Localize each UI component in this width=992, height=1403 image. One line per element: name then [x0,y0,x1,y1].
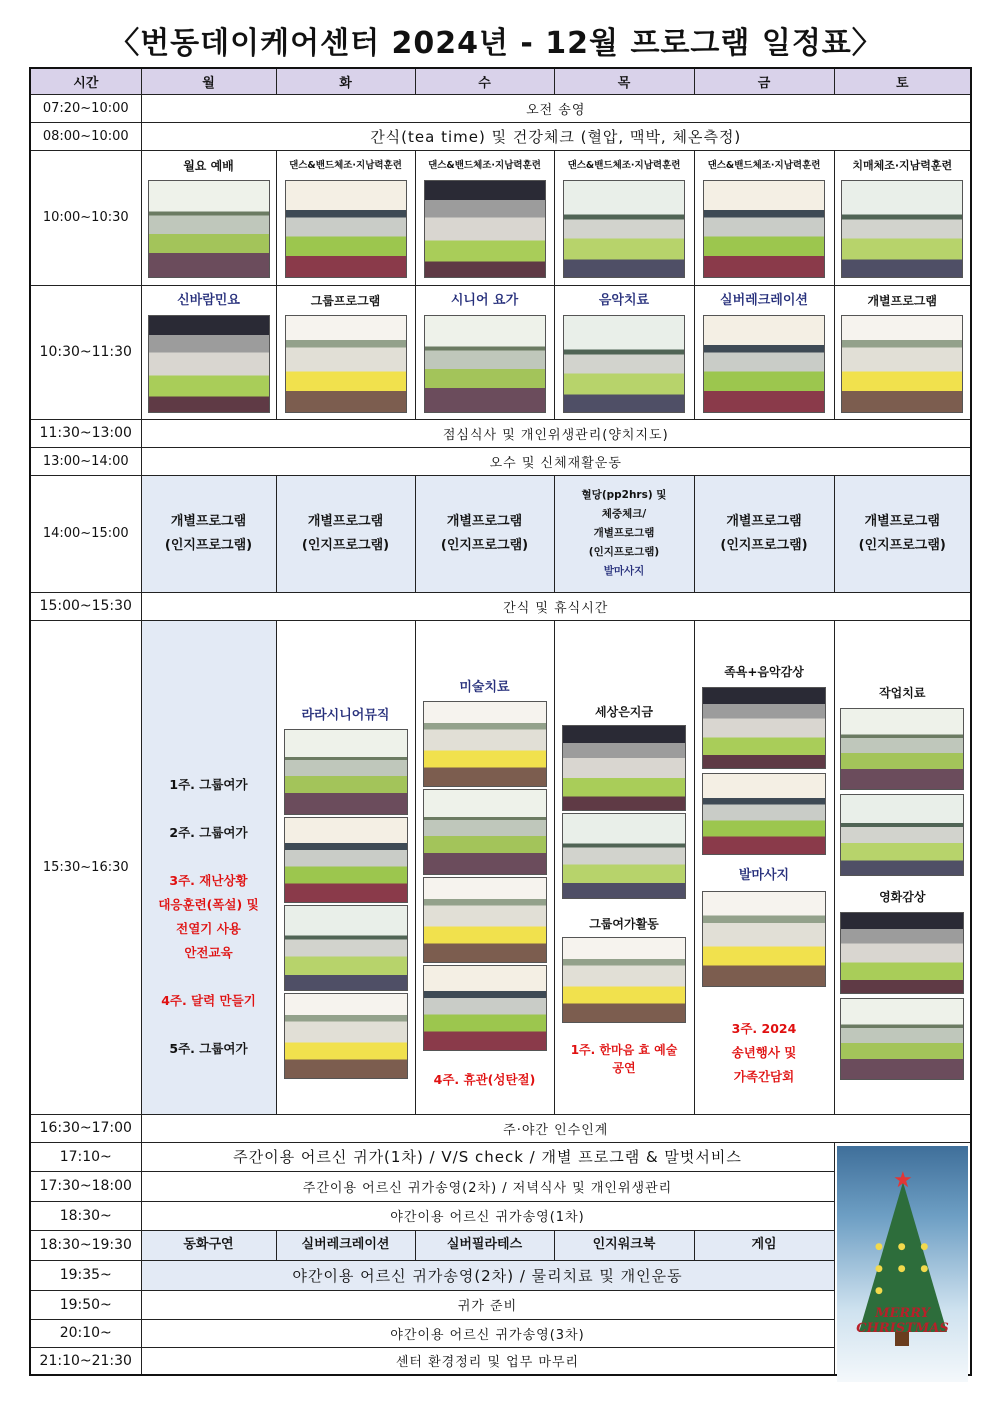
time-cell: 18:30~ [30,1201,141,1230]
program-cell-thu [554,620,694,1114]
activity-span: 주간이용 어르신 귀가송영(2차) / 저녁식사 및 개인위생관리 [141,1171,834,1201]
header-tue: 화 [276,68,415,94]
program-note-line: 가족간담회 [733,1069,795,1084]
program-note-line: 3주. 2024 [731,1021,797,1036]
header-mon: 월 [141,68,276,94]
program-cell [276,150,415,285]
time-cell: 21:10~21:30 [30,1347,141,1375]
program-cell [694,150,834,285]
ornament-icon: ● ● ● ● ● ● ● [875,1242,935,1296]
activity-span: 주간이용 어르신 귀가(1차) / V/S check / 개별 프로그램 & 말벗서비스 [141,1142,834,1171]
program-caption: 미술치료 [459,680,510,695]
program-caption: 그룹프로그램 [310,293,381,308]
program-line: 개별프로그램 [726,513,802,529]
program-photo [840,794,964,876]
activity-span: 야간이용 어르신 귀가송영(3차) [141,1319,834,1347]
program-cell [554,285,694,419]
program-cell [141,150,276,285]
program-cell [141,285,276,419]
program-line: 대응훈련(폭설) 및 [158,897,259,912]
program-cell-fri [694,620,834,1114]
program-line: 개별프로그램 [170,513,247,529]
program-caption: 영화감상 [879,890,926,904]
header-thu: 목 [554,68,694,94]
program-photo [284,729,408,815]
program-photo [562,813,686,899]
time-cell: 11:30~13:00 [30,419,141,447]
program-photo [840,708,964,790]
program-cell [415,285,554,419]
program-line: 3주. 재난상황 [169,873,248,888]
header-time: 시간 [30,68,141,94]
time-cell: 20:10~ [30,1319,141,1347]
program-line: (인지프로그램) [858,537,946,553]
program-caption: 신바람민요 [177,292,240,308]
time-cell: 07:20~10:00 [30,94,141,122]
program-photo [841,315,963,413]
program-photo [562,725,686,811]
program-cell [554,150,694,285]
program-photo [841,180,963,278]
program-cell [694,285,834,419]
program-photo [840,912,964,994]
time-cell: 10:30~11:30 [30,285,141,419]
program-line: (인지프로그램) [301,537,390,553]
program-photo [563,180,685,278]
program-photo [423,877,547,963]
activity-span: 간식 및 휴식시간 [141,592,971,620]
program-note [555,1041,694,1077]
time-cell: 13:00~14:00 [30,447,141,475]
program-caption: 세상은지금 [595,705,653,719]
program-caption: 실버레크레이션 [720,292,808,308]
program-caption: 월요 예배 [183,159,234,173]
program-cell [415,150,554,285]
program-note-line: 1주. 한마음 효 예술 [570,1043,678,1057]
program-cell-tue [276,620,415,1114]
time-cell: 19:50~ [30,1290,141,1319]
activity-span: 오수 및 신체재활운동 [141,447,971,475]
program-caption: 발마사지 [738,868,790,883]
christmas-image [837,1146,968,1382]
time-cell: 08:00~10:00 [30,122,141,150]
activity-span: 야간이용 어르신 귀가송영(1차) [141,1201,834,1230]
program-photo [702,773,826,855]
program-cell-wed [415,620,554,1114]
program-line: 1주. 그룹여가 [169,777,248,792]
time-cell: 14:00~15:00 [30,475,141,592]
program-cell [834,150,971,285]
program-caption: 족욕+음악감상 [724,665,804,679]
program-cell [415,475,554,592]
program-line: 체중체크/ [601,508,647,520]
program-photo [423,789,547,875]
program-cell [694,475,834,592]
activity-span: 오전 송영 [141,94,971,122]
time-cell: 15:30~16:30 [30,620,141,1114]
program-note-line: 공연 [612,1061,636,1075]
program-photo [285,315,407,413]
activity-span: 귀가 준비 [141,1290,834,1319]
program-caption: 시니어 요가 [450,292,519,308]
program-line: 5주. 그룹여가 [169,1041,248,1056]
program-line: 안전교육 [184,945,233,960]
program-photo [703,315,825,413]
program-line: 혈당(pp2hrs) 및 [581,489,667,501]
time-cell: 17:10~ [30,1142,141,1171]
evening-item: 게임 [694,1230,834,1260]
program-cell [834,475,971,592]
program-photo [840,998,964,1080]
star-icon: ★ [893,1168,913,1193]
program-caption: 댄스&밴드체조·지남력훈련 [428,160,541,171]
merry-christmas-text: MERRY CHRISTMAS [856,1306,949,1336]
evening-item: 동화구연 [141,1230,276,1260]
activity-span: 간식(tea time) 및 건강체크 (혈압, 맥박, 체온측정) [141,122,971,150]
header-fri: 금 [694,68,834,94]
program-photo [284,993,408,1079]
program-note [695,1017,834,1089]
time-cell: 16:30~17:00 [30,1114,141,1142]
program-photo [424,180,546,278]
program-line: 4주. 달력 만들기 [161,993,256,1008]
program-line: 2주. 그룹여가 [169,825,248,840]
program-photo [423,965,547,1051]
time-cell: 10:00~10:30 [30,150,141,285]
evening-item: 실버필라테스 [415,1230,554,1260]
page-title: 〈번동데이케어센터 2024년 - 12월 프로그램 일정표〉 [109,26,883,61]
program-caption: 라라시니어뮤직 [301,708,390,723]
header-wed: 수 [415,68,554,94]
program-cell-sat [834,620,971,1114]
program-cell [276,475,415,592]
program-line: (인지프로그램) [720,537,808,553]
header-sat: 토 [834,68,971,94]
program-photo [285,180,407,278]
program-photo [562,937,686,1023]
program-caption: 개별프로그램 [867,293,938,308]
time-cell: 19:35~ [30,1260,141,1290]
evening-item: 인지워크북 [554,1230,694,1260]
program-caption: 댄스&밴드체조·지남력훈련 [567,160,681,171]
program-line: (인지프로그램) [440,537,529,553]
program-photo [424,315,546,413]
program-cell [276,285,415,419]
program-cell [834,285,971,419]
program-photo [563,315,685,413]
program-cell [554,475,694,592]
program-caption: 작업치료 [879,686,926,700]
program-caption: 음악치료 [598,292,650,308]
schedule-table [29,67,972,1376]
program-photo [423,701,547,787]
program-caption: 그룹여가활동 [589,917,659,931]
activity-span: 야간이용 어르신 귀가송영(2차) / 물리치료 및 개인운동 [141,1260,834,1290]
program-line: 전열기 사용 [176,921,241,936]
program-caption: 댄스&밴드체조·지남력훈련 [707,160,821,171]
activity-span: 점심식사 및 개인위생관리(양치지도) [141,419,971,447]
program-caption: 댄스&밴드체조·지남력훈련 [289,160,402,171]
time-cell: 15:00~15:30 [30,592,141,620]
program-line: 개별프로그램 [307,513,384,529]
program-line: 개별프로그램 [864,513,940,529]
program-photo [148,180,270,278]
program-photo [703,180,825,278]
program-photo [148,315,270,413]
time-cell: 17:30~18:00 [30,1171,141,1201]
activity-span: 센터 환경정리 및 업무 마무리 [141,1347,834,1375]
program-line: (인지프로그램) [588,546,660,558]
program-line: 발마사지 [603,565,645,577]
program-line: (인지프로그램) [164,537,253,553]
program-cell-mon [141,620,276,1114]
program-line: 개별프로그램 [446,513,523,529]
activity-span: 주·야간 인수인계 [141,1114,971,1142]
program-note-line: 송년행사 및 [731,1045,797,1060]
program-caption: 치매체조·지남력훈련 [852,159,953,172]
program-note: 4주. 휴관(성탄절) [433,1072,536,1087]
program-photo [702,891,826,987]
program-photo [702,687,826,769]
evening-item: 실버레크레이션 [276,1230,415,1260]
program-photo [284,905,408,991]
program-cell [141,475,276,592]
program-line: 개별프로그램 [593,527,655,539]
program-photo [284,817,408,903]
time-cell: 18:30~19:30 [30,1230,141,1260]
